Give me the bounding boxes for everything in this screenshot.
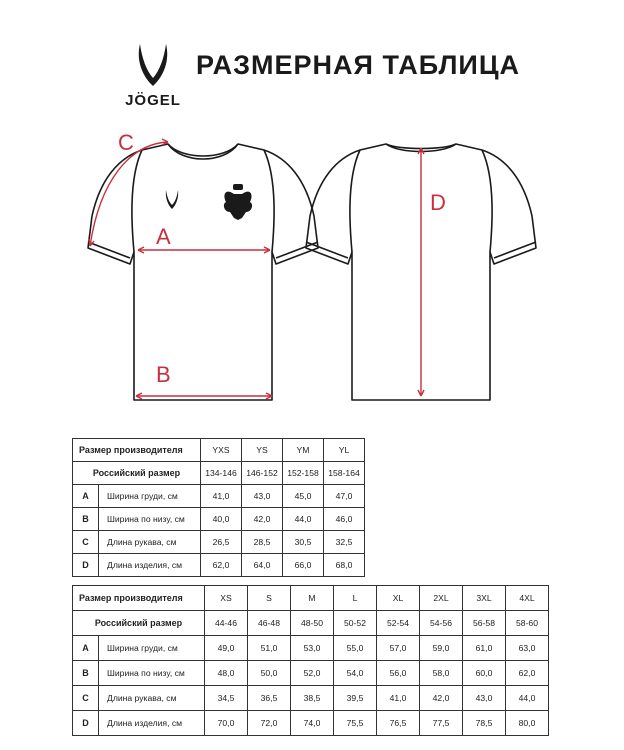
size-cell: XS	[205, 586, 248, 611]
russian-size-cell: 58-60	[506, 611, 549, 636]
value-cell: 39,5	[334, 686, 377, 711]
russian-size-cell: 48-50	[291, 611, 334, 636]
value-cell: 62,0	[201, 554, 242, 577]
row-name: Длина изделия, см	[99, 711, 205, 736]
value-cell: 44,0	[283, 508, 324, 531]
size-cell: YM	[283, 439, 324, 462]
value-cell: 57,0	[377, 636, 420, 661]
table-row	[73, 711, 549, 736]
size-cell: YXS	[201, 439, 242, 462]
row-name: Длина изделия, см	[99, 554, 201, 577]
value-cell: 63,0	[506, 636, 549, 661]
header-label: Размер производителя	[73, 439, 201, 462]
size-cell: M	[291, 586, 334, 611]
chest-logo-icon	[166, 190, 178, 209]
table-row	[73, 508, 365, 531]
size-cell: 3XL	[463, 586, 506, 611]
value-cell: 80,0	[506, 711, 549, 736]
value-cell: 51,0	[248, 636, 291, 661]
value-cell: 42,0	[242, 508, 283, 531]
page-title: РАЗМЕРНАЯ ТАБЛИЦА	[196, 50, 521, 80]
shirt-diagram	[0, 120, 624, 420]
brand-logo	[120, 40, 186, 108]
crest-icon	[224, 184, 252, 220]
value-cell: 45,0	[283, 485, 324, 508]
size-cell: 2XL	[420, 586, 463, 611]
shirt-illustration	[0, 120, 624, 420]
row-letter: D	[73, 554, 99, 577]
value-cell: 62,0	[506, 661, 549, 686]
table-row	[73, 485, 365, 508]
value-cell: 78,5	[463, 711, 506, 736]
table-row	[73, 636, 549, 661]
size-cell: XL	[377, 586, 420, 611]
russian-size-cell: 46-48	[248, 611, 291, 636]
russian-label: Российский размер	[73, 462, 201, 485]
value-cell: 44,0	[506, 686, 549, 711]
row-name: Длина рукава, см	[99, 686, 205, 711]
size-cell: YS	[242, 439, 283, 462]
measure-d-label: D	[430, 190, 446, 215]
value-cell: 53,0	[291, 636, 334, 661]
russian-size-cell: 44-46	[205, 611, 248, 636]
value-cell: 70,0	[205, 711, 248, 736]
russian-size-cell: 50-52	[334, 611, 377, 636]
size-table-adults	[72, 585, 549, 736]
value-cell: 36,5	[248, 686, 291, 711]
value-cell: 43,0	[463, 686, 506, 711]
table-russian-row	[73, 462, 365, 485]
row-name: Ширина груди, см	[99, 636, 205, 661]
row-letter: C	[73, 686, 99, 711]
value-cell: 75,5	[334, 711, 377, 736]
size-table-kids	[72, 438, 365, 577]
value-cell: 30,5	[283, 531, 324, 554]
russian-size-cell: 134-146	[201, 462, 242, 485]
brand-logo-icon	[120, 40, 186, 92]
brand-name: JÖGEL	[125, 92, 181, 109]
russian-size-cell: 52-54	[377, 611, 420, 636]
value-cell: 77,5	[420, 711, 463, 736]
value-cell: 46,0	[324, 508, 365, 531]
value-cell: 54,0	[334, 661, 377, 686]
value-cell: 40,0	[201, 508, 242, 531]
size-cell: L	[334, 586, 377, 611]
value-cell: 50,0	[248, 661, 291, 686]
row-letter: B	[73, 508, 99, 531]
value-cell: 26,5	[201, 531, 242, 554]
russian-size-cell: 54-56	[420, 611, 463, 636]
table-row	[73, 554, 365, 577]
russian-size-cell: 146-152	[242, 462, 283, 485]
value-cell: 56,0	[377, 661, 420, 686]
size-cell: YL	[324, 439, 365, 462]
table-row	[73, 661, 549, 686]
value-cell: 41,0	[201, 485, 242, 508]
row-letter: B	[73, 661, 99, 686]
row-letter: D	[73, 711, 99, 736]
row-name: Ширина груди, см	[99, 485, 201, 508]
row-letter: C	[73, 531, 99, 554]
value-cell: 58,0	[420, 661, 463, 686]
value-cell: 32,5	[324, 531, 365, 554]
header-label: Размер производителя	[73, 586, 205, 611]
value-cell: 59,0	[420, 636, 463, 661]
value-cell: 52,0	[291, 661, 334, 686]
row-letter: A	[73, 636, 99, 661]
value-cell: 60,0	[463, 661, 506, 686]
table-row	[73, 686, 549, 711]
table-row	[73, 531, 365, 554]
measure-a-label: A	[156, 224, 171, 249]
value-cell: 28,5	[242, 531, 283, 554]
value-cell: 43,0	[242, 485, 283, 508]
row-name: Ширина по низу, см	[99, 661, 205, 686]
size-cell: S	[248, 586, 291, 611]
table-header-row	[73, 439, 365, 462]
value-cell: 68,0	[324, 554, 365, 577]
value-cell: 42,0	[420, 686, 463, 711]
value-cell: 38,5	[291, 686, 334, 711]
russian-size-cell: 152-158	[283, 462, 324, 485]
value-cell: 41,0	[377, 686, 420, 711]
value-cell: 55,0	[334, 636, 377, 661]
front-shirt-outline	[88, 144, 318, 400]
row-letter: A	[73, 485, 99, 508]
value-cell: 74,0	[291, 711, 334, 736]
value-cell: 49,0	[205, 636, 248, 661]
value-cell: 64,0	[242, 554, 283, 577]
row-name: Ширина по низу, см	[99, 508, 201, 531]
value-cell: 72,0	[248, 711, 291, 736]
russian-size-cell: 158-164	[324, 462, 365, 485]
measure-b-label: B	[156, 362, 171, 387]
russian-label: Российский размер	[73, 611, 205, 636]
russian-size-cell: 56-58	[463, 611, 506, 636]
table-header-row	[73, 586, 549, 611]
value-cell: 76,5	[377, 711, 420, 736]
value-cell: 48,0	[205, 661, 248, 686]
value-cell: 61,0	[463, 636, 506, 661]
value-cell: 34,5	[205, 686, 248, 711]
row-name: Длина рукава, см	[99, 531, 201, 554]
size-cell: 4XL	[506, 586, 549, 611]
value-cell: 47,0	[324, 485, 365, 508]
measure-c-label: C	[118, 130, 134, 155]
table-russian-row	[73, 611, 549, 636]
value-cell: 66,0	[283, 554, 324, 577]
